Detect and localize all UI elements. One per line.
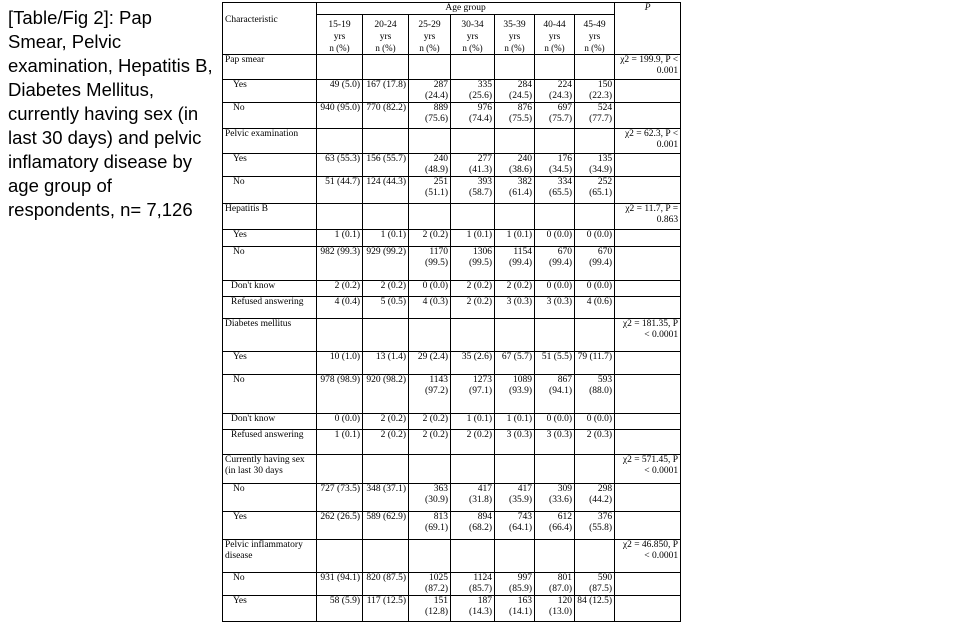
table-row	[223, 596, 681, 622]
empty-cell	[409, 319, 451, 352]
table-cell: 51 (44.7)	[317, 177, 363, 204]
p-value: χ2 = 199.9, P < 0.001	[615, 55, 681, 80]
empty-cell	[535, 55, 575, 80]
table-cell: 63 (55.3)	[317, 154, 363, 177]
table-cell: 4 (0.3)	[409, 297, 451, 319]
table-cell: 224 (24.3)	[535, 80, 575, 103]
table-cell: 298 (44.2)	[575, 484, 615, 512]
p-value: χ2 = 62.3, P < 0.001	[615, 129, 681, 154]
row-label: No	[223, 247, 317, 281]
table-cell: 2 (0.2)	[495, 281, 535, 297]
table-row	[223, 430, 681, 455]
table-cell: 876 (75.5)	[495, 103, 535, 129]
table-cell: 1025 (87.2)	[409, 573, 451, 596]
row-label: Don't know	[223, 414, 317, 430]
row-label: Yes	[223, 230, 317, 247]
table-cell: 277 (41.3)	[451, 154, 495, 177]
row-label: Yes	[223, 596, 317, 622]
table-cell: 393 (58.7)	[451, 177, 495, 204]
table-cell: 251 (51.1)	[409, 177, 451, 204]
table-cell: 167 (17.8)	[363, 80, 409, 103]
table-row	[223, 414, 681, 430]
table-cell: 417 (35.9)	[495, 484, 535, 512]
section-label: Currently having sex (in last 30 days	[223, 455, 317, 484]
unit-label: n (%)	[584, 43, 605, 53]
table-cell: 252 (65.1)	[575, 177, 615, 204]
table-cell: 976 (74.4)	[451, 103, 495, 129]
table-cell: 120 (13.0)	[535, 596, 575, 622]
empty-cell	[615, 230, 681, 247]
empty-cell	[575, 319, 615, 352]
table-cell: 150 (22.3)	[575, 80, 615, 103]
table-cell: 240 (38.6)	[495, 154, 535, 177]
table-cell: 867 (94.1)	[535, 375, 575, 414]
empty-cell	[409, 540, 451, 573]
empty-cell	[575, 455, 615, 484]
section-label: Pelvic examination	[223, 129, 317, 154]
table-cell: 0 (0.0)	[535, 414, 575, 430]
empty-cell	[363, 540, 409, 573]
table-cell: 2 (0.2)	[409, 230, 451, 247]
table-cell: 0 (0.0)	[535, 281, 575, 297]
table-cell: 1 (0.1)	[317, 430, 363, 455]
empty-cell	[615, 430, 681, 455]
empty-cell	[615, 247, 681, 281]
table-row	[223, 573, 681, 596]
empty-cell	[535, 540, 575, 573]
table-cell: 1089 (93.9)	[495, 375, 535, 414]
row-label: Refused answering	[223, 430, 317, 455]
age-group-label: 20-24 yrs	[374, 20, 397, 42]
table-cell: 5 (0.5)	[363, 297, 409, 319]
empty-cell	[495, 540, 535, 573]
table-cell: 727 (73.5)	[317, 484, 363, 512]
table-cell: 58 (5.9)	[317, 596, 363, 622]
table-cell: 1124 (85.7)	[451, 573, 495, 596]
empty-cell	[575, 204, 615, 230]
table-cell: 1 (0.1)	[451, 414, 495, 430]
empty-cell	[615, 573, 681, 596]
table-cell: 1 (0.1)	[495, 230, 535, 247]
section-row	[223, 455, 681, 484]
empty-cell	[495, 455, 535, 484]
table-row	[223, 352, 681, 375]
table-cell: 0 (0.0)	[575, 281, 615, 297]
table-row	[223, 80, 681, 103]
empty-cell	[451, 204, 495, 230]
table-cell: 0 (0.0)	[575, 414, 615, 430]
empty-cell	[317, 204, 363, 230]
age-group-label: 25-29 yrs	[418, 20, 441, 42]
table-cell: 2 (0.2)	[409, 414, 451, 430]
table-cell: 151 (12.8)	[409, 596, 451, 622]
row-label: No	[223, 484, 317, 512]
table-cell: 3 (0.3)	[535, 430, 575, 455]
table-cell: 670 (99.4)	[535, 247, 575, 281]
table-cell: 124 (44.3)	[363, 177, 409, 204]
table-cell: 287 (24.4)	[409, 80, 451, 103]
unit-label: n (%)	[329, 43, 350, 53]
table-cell: 10 (1.0)	[317, 352, 363, 375]
table-cell: 0 (0.0)	[409, 281, 451, 297]
table-cell: 593 (88.0)	[575, 375, 615, 414]
table-row	[223, 103, 681, 129]
table-cell: 309 (33.6)	[535, 484, 575, 512]
table-row	[223, 154, 681, 177]
table-cell: 1 (0.1)	[317, 230, 363, 247]
table-cell: 1 (0.1)	[495, 414, 535, 430]
empty-cell	[535, 319, 575, 352]
table-cell: 982 (99.3)	[317, 247, 363, 281]
empty-cell	[409, 455, 451, 484]
table-cell: 743 (64.1)	[495, 512, 535, 540]
empty-cell	[363, 455, 409, 484]
table-row	[223, 297, 681, 319]
table-cell: 262 (26.5)	[317, 512, 363, 540]
empty-cell	[495, 204, 535, 230]
table-cell: 117 (12.5)	[363, 596, 409, 622]
table-cell: 590 (87.5)	[575, 573, 615, 596]
table-cell: 382 (61.4)	[495, 177, 535, 204]
section-label: Pelvic inflammatory disease	[223, 540, 317, 573]
table-cell: 820 (87.5)	[363, 573, 409, 596]
age-group-label: 35-39 yrs	[503, 20, 526, 42]
table-cell: 84 (12.5)	[575, 596, 615, 622]
empty-cell	[615, 297, 681, 319]
table-cell: 1170 (99.5)	[409, 247, 451, 281]
age-group-cell	[363, 15, 409, 55]
empty-cell	[615, 177, 681, 204]
table-cell: 889 (75.6)	[409, 103, 451, 129]
empty-cell	[495, 129, 535, 154]
table-row	[223, 230, 681, 247]
table-cell: 697 (75.7)	[535, 103, 575, 129]
table-cell: 335 (25.6)	[451, 80, 495, 103]
table-cell: 0 (0.0)	[317, 414, 363, 430]
empty-cell	[575, 129, 615, 154]
table-cell: 1306 (99.5)	[451, 247, 495, 281]
section-label: Pap smear	[223, 55, 317, 80]
table-cell: 49 (5.0)	[317, 80, 363, 103]
empty-cell	[317, 319, 363, 352]
empty-cell	[615, 154, 681, 177]
table-row	[223, 247, 681, 281]
section-label: Hepatitis B	[223, 204, 317, 230]
data-table	[222, 2, 681, 622]
unit-label: n (%)	[419, 43, 440, 53]
empty-cell	[363, 55, 409, 80]
table-cell: 2 (0.2)	[451, 297, 495, 319]
table-cell: 997 (85.9)	[495, 573, 535, 596]
empty-cell	[575, 540, 615, 573]
table-cell: 376 (55.8)	[575, 512, 615, 540]
row-label: No	[223, 573, 317, 596]
p-value: χ2 = 181.35, P < 0.0001	[615, 319, 681, 352]
empty-cell	[409, 129, 451, 154]
table-cell: 1 (0.1)	[451, 230, 495, 247]
table-cell: 163 (14.1)	[495, 596, 535, 622]
table-cell: 13 (1.4)	[363, 352, 409, 375]
unit-label: n (%)	[375, 43, 396, 53]
age-group-label: 40-44 yrs	[543, 20, 566, 42]
table-cell: 176 (34.5)	[535, 154, 575, 177]
empty-cell	[451, 55, 495, 80]
empty-cell	[615, 103, 681, 129]
table-cell: 4 (0.6)	[575, 297, 615, 319]
empty-cell	[409, 55, 451, 80]
table-cell: 1 (0.1)	[363, 230, 409, 247]
figure-caption: [Table/Fig 2]: Pap Smear, Pelvic examination, Hepatitis B, Diabetes Mellitus, currently having sex (in last 30 days) and pelvic inflamatory disease by age group of respondents, n= 7,126	[8, 7, 213, 220]
p-value: χ2 = 11.7, P = 0.863	[615, 204, 681, 230]
age-group-cell	[495, 15, 535, 55]
table-cell: 2 (0.2)	[451, 281, 495, 297]
table-cell: 3 (0.3)	[535, 297, 575, 319]
empty-cell	[409, 204, 451, 230]
table-cell: 348 (37.1)	[363, 484, 409, 512]
age-group-label: 45-49 yrs	[583, 20, 606, 42]
p-header: P	[615, 3, 681, 55]
table-row	[223, 281, 681, 297]
table-cell: 612 (66.4)	[535, 512, 575, 540]
table-cell: 2 (0.2)	[363, 281, 409, 297]
table-cell: 3 (0.3)	[495, 430, 535, 455]
table-cell: 67 (5.7)	[495, 352, 535, 375]
empty-cell	[615, 80, 681, 103]
empty-cell	[535, 455, 575, 484]
table-row	[223, 484, 681, 512]
unit-label: n (%)	[504, 43, 525, 53]
table-cell: 29 (2.4)	[409, 352, 451, 375]
table-cell: 334 (65.5)	[535, 177, 575, 204]
empty-cell	[317, 540, 363, 573]
table-cell: 2 (0.2)	[451, 430, 495, 455]
table-cell: 35 (2.6)	[451, 352, 495, 375]
row-label: No	[223, 177, 317, 204]
table-cell: 1154 (99.4)	[495, 247, 535, 281]
empty-cell	[495, 319, 535, 352]
table-cell: 920 (98.2)	[363, 375, 409, 414]
age-group-label: 30-34 yrs	[461, 20, 484, 42]
table-cell: 940 (95.0)	[317, 103, 363, 129]
table-row	[223, 512, 681, 540]
row-label: Refused answering	[223, 297, 317, 319]
table-cell: 0 (0.0)	[535, 230, 575, 247]
table-cell: 284 (24.5)	[495, 80, 535, 103]
table-cell: 2 (0.2)	[409, 430, 451, 455]
section-row	[223, 319, 681, 352]
table-cell: 3 (0.3)	[495, 297, 535, 319]
age-group-cell	[409, 15, 451, 55]
table-cell: 524 (77.7)	[575, 103, 615, 129]
row-label: Yes	[223, 154, 317, 177]
empty-cell	[451, 540, 495, 573]
empty-cell	[615, 352, 681, 375]
table-cell: 2 (0.2)	[317, 281, 363, 297]
age-group-cell	[575, 15, 615, 55]
table-cell: 51 (5.5)	[535, 352, 575, 375]
section-row	[223, 204, 681, 230]
empty-cell	[363, 204, 409, 230]
age-group-label: 15-19 yrs	[328, 20, 351, 42]
table-cell: 931 (94.1)	[317, 573, 363, 596]
table-cell: 2 (0.2)	[363, 430, 409, 455]
table-cell: 363 (30.9)	[409, 484, 451, 512]
table-cell: 79 (11.7)	[575, 352, 615, 375]
row-label: Yes	[223, 80, 317, 103]
table-cell: 894 (68.2)	[451, 512, 495, 540]
empty-cell	[615, 484, 681, 512]
empty-cell	[363, 319, 409, 352]
empty-cell	[317, 455, 363, 484]
empty-cell	[451, 455, 495, 484]
table-cell: 1143 (97.2)	[409, 375, 451, 414]
empty-cell	[535, 129, 575, 154]
empty-cell	[575, 55, 615, 80]
table-cell: 813 (69.1)	[409, 512, 451, 540]
table-cell: 929 (99.2)	[363, 247, 409, 281]
table-cell: 2 (0.2)	[363, 414, 409, 430]
empty-cell	[615, 596, 681, 622]
age-group-header: Age group	[317, 3, 615, 15]
table-cell: 801 (87.0)	[535, 573, 575, 596]
empty-cell	[317, 129, 363, 154]
table-cell: 589 (62.9)	[363, 512, 409, 540]
table-cell: 1273 (97.1)	[451, 375, 495, 414]
empty-cell	[451, 319, 495, 352]
header-row	[223, 3, 681, 15]
table-cell: 0 (0.0)	[575, 230, 615, 247]
characteristic-header: Characteristic	[223, 3, 317, 55]
section-row	[223, 129, 681, 154]
section-row	[223, 55, 681, 80]
table-cell: 670 (99.4)	[575, 247, 615, 281]
table-cell: 417 (31.8)	[451, 484, 495, 512]
table-cell: 2 (0.3)	[575, 430, 615, 455]
age-group-cell	[451, 15, 495, 55]
table-cell: 240 (48.9)	[409, 154, 451, 177]
table-row	[223, 375, 681, 414]
p-value: χ2 = 46.850, P < 0.0001	[615, 540, 681, 573]
age-group-cell	[317, 15, 363, 55]
table-cell: 156 (55.7)	[363, 154, 409, 177]
empty-cell	[615, 512, 681, 540]
empty-cell	[363, 129, 409, 154]
table-cell: 135 (34.9)	[575, 154, 615, 177]
unit-label: n (%)	[544, 43, 565, 53]
table-cell: 770 (82.2)	[363, 103, 409, 129]
row-label: No	[223, 375, 317, 414]
row-label: No	[223, 103, 317, 129]
table-row	[223, 177, 681, 204]
row-label: Yes	[223, 352, 317, 375]
table-cell: 4 (0.4)	[317, 297, 363, 319]
row-label: Yes	[223, 512, 317, 540]
empty-cell	[615, 414, 681, 430]
section-row	[223, 540, 681, 573]
empty-cell	[535, 204, 575, 230]
empty-cell	[615, 281, 681, 297]
empty-cell	[615, 375, 681, 414]
unit-label: n (%)	[462, 43, 483, 53]
table-cell: 978 (98.9)	[317, 375, 363, 414]
empty-cell	[495, 55, 535, 80]
table-cell: 187 (14.3)	[451, 596, 495, 622]
row-label: Don't know	[223, 281, 317, 297]
section-label: Diabetes mellitus	[223, 319, 317, 352]
empty-cell	[317, 55, 363, 80]
p-value: χ2 = 571.45, P < 0.0001	[615, 455, 681, 484]
empty-cell	[451, 129, 495, 154]
age-group-cell	[535, 15, 575, 55]
